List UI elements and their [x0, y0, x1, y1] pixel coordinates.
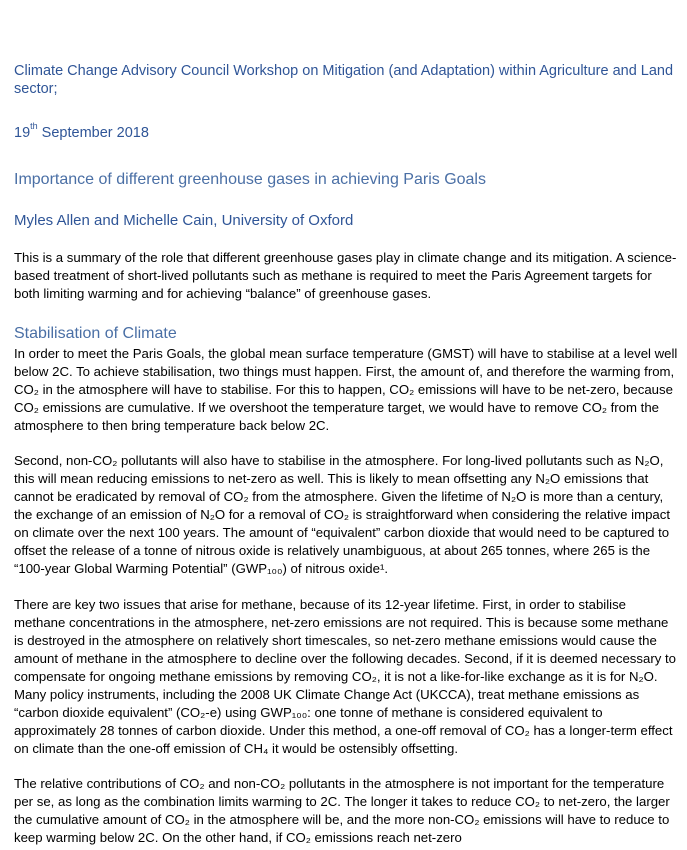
document-authors: Myles Allen and Michelle Cain, University of Oxford [14, 212, 354, 229]
intro-paragraph: This is a summary of the role that different greenhouse gases play in climate change and its mitigation. A science-based treatment of short-lived pollutants such as methane is required to meet the Paris Agreement targets for both limiting warming and for achieving “balance” of greenhouse gases. [14, 250, 677, 301]
document-date [14, 121, 149, 141]
section-heading: Stabilisation of Climate [14, 325, 177, 342]
date-rest: September 2018 [37, 125, 149, 141]
document-title: Climate Change Advisory Council Workshop on Mitigation (and Adaptation) within Agriculture and Land sector; [14, 63, 674, 97]
date-day: 19 [14, 125, 31, 141]
paragraph-3: There are key two issues that arise for methane, because of its 12-year lifetime. First, in order to stabilise methane concentrations in the atmosphere, net-zero emissions are not required. This is because some methane is destroyed in the atmosphere on relatively short timescales, so net-zero methane emissions would cause the amount of methane in the atmosphere to decline over the following decades. Second, if it is deemed necessary to compensate for ongoing methane emissions by removing CO₂, it is not a like-for-like exchange as it is for N₂O. Many policy instruments, including the 2008 UK Climate Change Act (UKCCA), treat methane emissions as “carbon dioxide equivalent” (CO₂-e) using GWP₁₀₀: one tonne of methane is considered equivalent to approximately 28 tonnes of carbon dioxide. Under this method, a one-off removal of CO₂ has a longer-term effect on climate than the one-off emission of CH₄ it would be ostensibly offsetting. [14, 597, 676, 756]
date-suffix: th [30, 121, 38, 132]
document-subtitle: Importance of different greenhouse gases in achieving Paris Goals [14, 171, 486, 188]
paragraph-4: The relative contributions of CO₂ and non-CO₂ pollutants in the atmosphere is not important for the temperature per se, as long as the combination limits warming to 2C. The longer it takes to reduce CO₂ to net-zero, the larger the cumulative amount of CO₂ in the atmosphere will be, and the more non-CO₂ emissions will have to reduce to keep warming below 2C. On the other hand, if CO₂ emissions reach net-zero [14, 776, 670, 845]
paragraph-2: Second, non-CO₂ pollutants will also have to stabilise in the atmosphere. For long-lived pollutants such as N₂O, this will mean reducing emissions to net-zero as well. This is likely to mean offsetting any N₂O emissions that cannot be eradicated by removal of CO₂ from the atmosphere. Given the lifetime of N₂O is more than a century, the exchange of an emission of N₂O for a removal of CO₂ is straightforward when considering the relative impact on climate over the next 100 years. The amount of “equivalent” carbon dioxide that would need to be captured to offset the release of a tonne of nitrous oxide is relatively unambiguous, at about 265 tonnes, where 265 is the “100-year Global Warming Potential” (GWP₁₀₀) of nitrous oxide¹. [14, 453, 671, 576]
paragraph-1: In order to meet the Paris Goals, the global mean surface temperature (GMST) will have to stabilise at a level well below 2C. To achieve stabilisation, two things must happen. First, the amount of, and therefore the warming from, CO₂ in the atmosphere will have to stabilise. For this to happen, CO₂ emissions will have to be net-zero, because CO₂ emissions are cumulative. If we overshoot the temperature target, we would have to remove CO₂ from the atmosphere to then bring temperature back below 2C. [14, 346, 678, 433]
